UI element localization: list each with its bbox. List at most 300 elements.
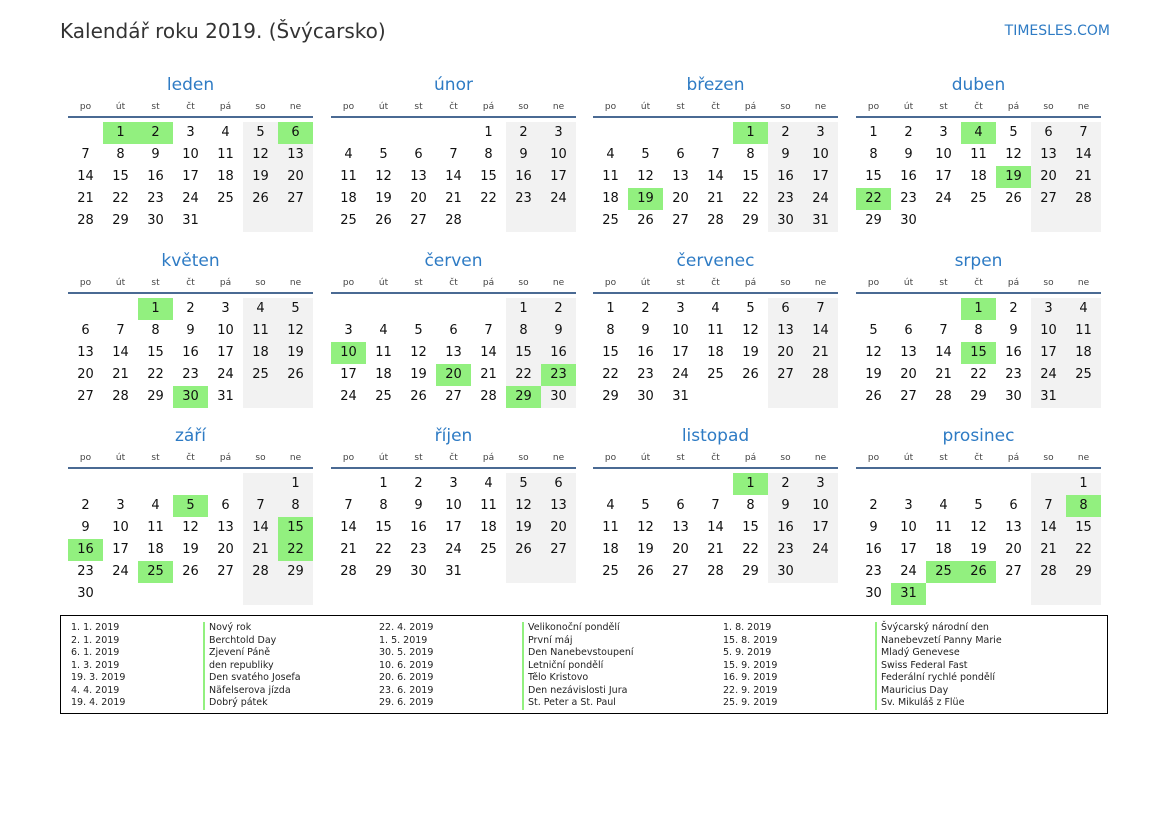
day-cell: 30 <box>768 210 803 232</box>
day-cell: 13 <box>77 345 94 360</box>
day-cell: 15 <box>147 345 164 360</box>
weekday-label: so <box>780 453 791 463</box>
weekday-label: ne <box>814 453 827 463</box>
weekday-label: po <box>79 102 92 112</box>
day-cell: 30 <box>410 564 427 579</box>
empty-cell <box>733 386 768 408</box>
holiday-date: 1. 5. 2019 <box>379 634 428 646</box>
empty-cell <box>331 473 366 495</box>
day-cell: 10 <box>217 323 234 338</box>
month-calendar <box>331 423 576 583</box>
day-cell: 27 <box>278 188 313 210</box>
holiday-date: 15. 8. 2019 <box>723 634 778 646</box>
day-cell: 16 <box>768 517 803 539</box>
day-cell: 12 <box>742 323 759 338</box>
weekday-label: pá <box>1007 453 1020 463</box>
weekday-label: st <box>151 453 160 463</box>
day-cell: 25 <box>217 191 234 206</box>
weekday-label: po <box>342 278 355 288</box>
day-cell: 25 <box>602 564 619 579</box>
day-cell: 9 <box>541 320 576 342</box>
day-cell: 24 <box>1031 364 1066 386</box>
day-cell: 17 <box>935 169 952 184</box>
day-cell: 27 <box>1005 564 1022 579</box>
empty-cell <box>401 122 436 144</box>
weekday-label: pá <box>219 278 232 288</box>
day-cell: 28 <box>1031 561 1066 583</box>
day-cell: 29 <box>112 213 129 228</box>
day-cell: 14 <box>707 169 724 184</box>
day-cell: 16 <box>182 345 199 360</box>
days-grid <box>593 298 838 408</box>
empty-cell <box>1031 473 1066 495</box>
empty-cell <box>856 473 891 495</box>
month-name: srpen <box>954 251 1003 271</box>
holiday-day-cell: 16 <box>68 539 103 561</box>
day-cell: 31 <box>803 210 838 232</box>
day-cell: 12 <box>243 144 278 166</box>
weekday-label: so <box>1043 102 1054 112</box>
day-cell: 9 <box>506 144 541 166</box>
month-name: leden <box>166 75 215 95</box>
day-cell: 9 <box>768 144 803 166</box>
day-cell: 11 <box>217 147 234 162</box>
day-cell: 13 <box>672 520 689 535</box>
empty-cell <box>926 298 961 320</box>
holiday-day-cell: 1 <box>733 122 768 144</box>
day-cell: 19 <box>970 542 987 557</box>
weekday-header <box>856 98 1101 116</box>
weekday-label: po <box>342 453 355 463</box>
holiday-day-cell: 23 <box>541 364 576 386</box>
day-cell: 9 <box>186 323 195 338</box>
day-cell: 25 <box>340 213 357 228</box>
header-rule <box>68 467 313 469</box>
day-cell: 12 <box>410 345 427 360</box>
days-grid <box>331 473 576 583</box>
month-name: květen <box>161 251 220 271</box>
day-cell: 9 <box>151 147 160 162</box>
day-cell: 10 <box>803 144 838 166</box>
holiday-name-column <box>203 622 301 710</box>
weekday-label: pá <box>482 278 495 288</box>
month-calendar <box>856 72 1101 232</box>
day-cell: 2 <box>768 122 803 144</box>
day-cell: 2 <box>904 125 913 140</box>
day-cell: 26 <box>865 389 882 404</box>
day-cell: 5 <box>414 323 423 338</box>
holiday-day-cell: 25 <box>138 561 173 583</box>
day-cell: 28 <box>480 389 497 404</box>
day-cell: 23 <box>147 191 164 206</box>
holiday-date-column <box>379 622 433 710</box>
day-cell: 9 <box>414 498 423 513</box>
day-cell: 16 <box>410 520 427 535</box>
day-cell: 2 <box>641 301 650 316</box>
day-cell: 17 <box>182 169 199 184</box>
holiday-name: Tělo Kristovo <box>522 672 634 685</box>
empty-cell <box>996 583 1031 605</box>
day-cell: 8 <box>116 147 125 162</box>
empty-cell <box>138 473 173 495</box>
header-rule <box>856 292 1101 294</box>
day-cell: 29 <box>147 389 164 404</box>
day-cell: 16 <box>1005 345 1022 360</box>
header-rule <box>593 116 838 118</box>
day-cell: 13 <box>1031 144 1066 166</box>
day-cell: 24 <box>217 367 234 382</box>
day-cell: 3 <box>803 473 838 495</box>
day-cell: 20 <box>900 367 917 382</box>
holiday-name: St. Peter a St. Paul <box>522 697 634 710</box>
header-rule <box>68 292 313 294</box>
day-cell: 11 <box>602 169 619 184</box>
day-cell: 16 <box>768 166 803 188</box>
day-cell: 18 <box>602 542 619 557</box>
day-cell: 28 <box>707 213 724 228</box>
day-cell: 26 <box>1005 191 1022 206</box>
day-cell: 14 <box>1031 517 1066 539</box>
day-cell: 26 <box>637 564 654 579</box>
day-cell: 27 <box>445 389 462 404</box>
day-cell: 23 <box>506 188 541 210</box>
empty-cell <box>628 473 663 495</box>
day-cell: 27 <box>1031 188 1066 210</box>
day-cell: 2 <box>506 122 541 144</box>
day-cell: 21 <box>707 191 724 206</box>
header-rule <box>856 467 1101 469</box>
holiday-date: 23. 6. 2019 <box>379 684 434 696</box>
day-cell: 28 <box>77 213 94 228</box>
day-cell: 8 <box>974 323 983 338</box>
day-cell: 7 <box>344 498 353 513</box>
day-cell: 4 <box>484 476 493 491</box>
holiday-date: 22. 9. 2019 <box>723 684 778 696</box>
holiday-day-cell: 26 <box>961 561 996 583</box>
day-cell: 26 <box>637 213 654 228</box>
weekday-label: út <box>378 102 389 112</box>
weekday-label: st <box>939 278 948 288</box>
day-cell: 24 <box>935 191 952 206</box>
weekday-label: po <box>867 278 880 288</box>
weekday-label: ne <box>552 278 565 288</box>
day-cell: 21 <box>935 367 952 382</box>
month-calendar <box>593 72 838 232</box>
day-cell: 15 <box>375 520 392 535</box>
day-cell: 18 <box>970 169 987 184</box>
day-cell: 28 <box>112 389 129 404</box>
month-name: červen <box>424 251 483 271</box>
day-cell: 29 <box>602 389 619 404</box>
holiday-name-column <box>875 622 1002 710</box>
day-cell: 8 <box>606 323 615 338</box>
day-cell: 30 <box>865 586 882 601</box>
day-cell: 15 <box>1066 517 1101 539</box>
day-cell: 14 <box>803 320 838 342</box>
day-cell: 2 <box>1009 301 1018 316</box>
empty-cell <box>68 122 103 144</box>
day-cell: 25 <box>375 389 392 404</box>
day-cell: 22 <box>742 542 759 557</box>
day-cell: 1 <box>606 301 615 316</box>
day-cell: 31 <box>445 564 462 579</box>
day-cell: 2 <box>414 476 423 491</box>
holiday-day-cell: 30 <box>173 386 208 408</box>
day-cell: 23 <box>768 188 803 210</box>
day-cell: 5 <box>379 147 388 162</box>
day-cell: 13 <box>900 345 917 360</box>
weekday-label: ne <box>289 102 302 112</box>
month-calendar <box>68 248 313 408</box>
header-rule <box>856 116 1101 118</box>
empty-cell <box>436 122 471 144</box>
weekday-header <box>68 449 313 467</box>
weekday-label: pá <box>744 453 757 463</box>
weekday-label: čt <box>711 453 720 463</box>
empty-cell <box>1031 210 1066 232</box>
weekday-label: st <box>414 453 423 463</box>
days-grid <box>856 473 1101 605</box>
day-cell: 19 <box>506 517 541 539</box>
weekday-label: čt <box>186 102 195 112</box>
weekday-label: st <box>676 453 685 463</box>
weekday-label: st <box>676 102 685 112</box>
day-cell: 6 <box>676 498 685 513</box>
day-cell: 7 <box>243 495 278 517</box>
holiday-name: Den nezávislosti Jura <box>522 685 634 698</box>
day-cell: 3 <box>541 122 576 144</box>
empty-cell <box>103 473 138 495</box>
days-grid <box>331 298 576 408</box>
day-cell: 11 <box>340 169 357 184</box>
holiday-day-cell: 22 <box>856 188 891 210</box>
holiday-date: 22. 4. 2019 <box>379 622 434 633</box>
weekday-label: ne <box>1077 278 1090 288</box>
day-cell: 4 <box>344 147 353 162</box>
day-cell: 31 <box>672 389 689 404</box>
day-cell: 7 <box>939 323 948 338</box>
day-cell: 16 <box>541 342 576 364</box>
holiday-name: Letniční pondělí <box>522 660 634 673</box>
empty-cell <box>803 561 838 583</box>
weekday-header <box>856 274 1101 292</box>
holiday-date: 10. 6. 2019 <box>379 659 434 671</box>
day-cell: 5 <box>641 147 650 162</box>
empty-cell <box>1031 583 1066 605</box>
empty-cell <box>698 122 733 144</box>
day-cell: 23 <box>77 564 94 579</box>
day-cell: 26 <box>278 364 313 386</box>
day-cell: 16 <box>637 345 654 360</box>
weekday-label: ne <box>814 278 827 288</box>
day-cell: 12 <box>278 320 313 342</box>
day-cell: 23 <box>865 564 882 579</box>
day-cell: 3 <box>904 498 913 513</box>
day-cell: 9 <box>869 520 878 535</box>
day-cell: 10 <box>541 144 576 166</box>
day-cell: 8 <box>484 147 493 162</box>
day-cell: 10 <box>672 323 689 338</box>
empty-cell <box>803 386 838 408</box>
day-cell: 24 <box>672 367 689 382</box>
weekday-header <box>593 98 838 116</box>
day-cell: 26 <box>742 367 759 382</box>
weekday-label: po <box>79 453 92 463</box>
empty-cell <box>68 473 103 495</box>
month-name: únor <box>434 75 473 95</box>
weekday-label: út <box>903 102 914 112</box>
holiday-day-cell: 19 <box>628 188 663 210</box>
day-cell: 26 <box>182 564 199 579</box>
day-cell: 25 <box>707 367 724 382</box>
day-cell: 6 <box>768 298 803 320</box>
brand-link[interactable]: TIMESLES.COM <box>1004 23 1110 39</box>
day-cell: 1 <box>869 125 878 140</box>
holiday-date: 15. 9. 2019 <box>723 659 778 671</box>
weekday-label: út <box>640 453 651 463</box>
day-cell: 15 <box>480 169 497 184</box>
day-cell: 3 <box>1031 298 1066 320</box>
day-cell: 11 <box>375 345 392 360</box>
day-cell: 17 <box>217 345 234 360</box>
day-cell: 29 <box>278 561 313 583</box>
day-cell: 21 <box>480 367 497 382</box>
holiday-date: 19. 4. 2019 <box>71 697 126 708</box>
weekday-label: po <box>604 453 617 463</box>
day-cell: 27 <box>768 364 803 386</box>
weekday-label: út <box>640 278 651 288</box>
day-cell: 10 <box>182 147 199 162</box>
header-rule <box>593 292 838 294</box>
day-cell: 19 <box>243 166 278 188</box>
weekday-header <box>331 98 576 116</box>
empty-cell <box>401 298 436 320</box>
weekday-label: so <box>780 278 791 288</box>
day-cell: 15 <box>742 169 759 184</box>
holiday-day-cell: 29 <box>506 386 541 408</box>
day-cell: 13 <box>278 144 313 166</box>
holiday-name-column <box>522 622 634 710</box>
empty-cell <box>471 298 506 320</box>
day-cell: 28 <box>340 564 357 579</box>
day-cell: 16 <box>506 166 541 188</box>
header-rule <box>593 467 838 469</box>
holiday-list <box>60 615 1108 714</box>
day-cell: 20 <box>541 517 576 539</box>
day-cell: 21 <box>707 542 724 557</box>
days-grid <box>68 298 313 408</box>
day-cell: 6 <box>81 323 90 338</box>
weekday-label: st <box>676 278 685 288</box>
weekday-header <box>68 274 313 292</box>
days-grid <box>856 298 1101 408</box>
day-cell: 13 <box>672 169 689 184</box>
day-cell: 22 <box>970 367 987 382</box>
day-cell: 11 <box>707 323 724 338</box>
day-cell: 31 <box>217 389 234 404</box>
day-cell: 18 <box>480 520 497 535</box>
day-cell: 28 <box>1066 188 1101 210</box>
weekday-label: st <box>939 453 948 463</box>
day-cell: 8 <box>379 498 388 513</box>
weekday-label: ne <box>289 453 302 463</box>
day-cell: 17 <box>112 542 129 557</box>
weekday-label: po <box>604 278 617 288</box>
empty-cell <box>331 122 366 144</box>
empty-cell <box>961 583 996 605</box>
weekday-label: so <box>255 102 266 112</box>
day-cell: 14 <box>707 520 724 535</box>
day-cell: 30 <box>147 213 164 228</box>
day-cell: 28 <box>707 564 724 579</box>
weekday-label: čt <box>186 453 195 463</box>
day-cell: 2 <box>768 473 803 495</box>
weekday-label: so <box>518 278 529 288</box>
day-cell: 29 <box>865 213 882 228</box>
empty-cell <box>103 583 138 605</box>
day-cell: 10 <box>935 147 952 162</box>
day-cell: 9 <box>768 495 803 517</box>
empty-cell <box>173 583 208 605</box>
day-cell: 24 <box>182 191 199 206</box>
weekday-label: so <box>255 453 266 463</box>
day-cell: 3 <box>344 323 353 338</box>
empty-cell <box>366 298 401 320</box>
day-cell: 24 <box>112 564 129 579</box>
day-cell: 7 <box>711 498 720 513</box>
empty-cell <box>961 210 996 232</box>
weekday-label: pá <box>482 453 495 463</box>
weekday-label: ne <box>552 102 565 112</box>
empty-cell <box>506 561 541 583</box>
day-cell: 5 <box>506 473 541 495</box>
holiday-day-cell: 6 <box>278 122 313 144</box>
day-cell: 30 <box>541 386 576 408</box>
empty-cell <box>506 210 541 232</box>
day-cell: 19 <box>865 367 882 382</box>
days-grid <box>68 122 313 232</box>
holiday-name: Nanebevzetí Panny Marie <box>875 635 1002 648</box>
holiday-day-cell: 4 <box>961 122 996 144</box>
holiday-day-cell: 15 <box>278 517 313 539</box>
day-cell: 12 <box>375 169 392 184</box>
day-cell: 1 <box>278 473 313 495</box>
day-cell: 23 <box>1005 367 1022 382</box>
day-cell: 11 <box>602 520 619 535</box>
day-cell: 13 <box>1005 520 1022 535</box>
day-cell: 15 <box>112 169 129 184</box>
month-calendar <box>856 248 1101 408</box>
day-cell: 13 <box>541 495 576 517</box>
days-grid <box>593 122 838 232</box>
day-cell: 30 <box>77 586 94 601</box>
day-cell: 9 <box>641 323 650 338</box>
day-cell: 27 <box>900 389 917 404</box>
weekday-label: čt <box>974 102 983 112</box>
weekday-label: čt <box>186 278 195 288</box>
holiday-day-cell: 1 <box>961 298 996 320</box>
day-cell: 8 <box>746 147 755 162</box>
weekday-label: út <box>115 278 126 288</box>
month-name: říjen <box>434 426 473 446</box>
day-cell: 21 <box>1031 539 1066 561</box>
empty-cell <box>541 561 576 583</box>
day-cell: 7 <box>81 147 90 162</box>
day-cell: 11 <box>970 147 987 162</box>
empty-cell <box>366 122 401 144</box>
day-cell: 8 <box>151 323 160 338</box>
weekday-label: út <box>115 102 126 112</box>
